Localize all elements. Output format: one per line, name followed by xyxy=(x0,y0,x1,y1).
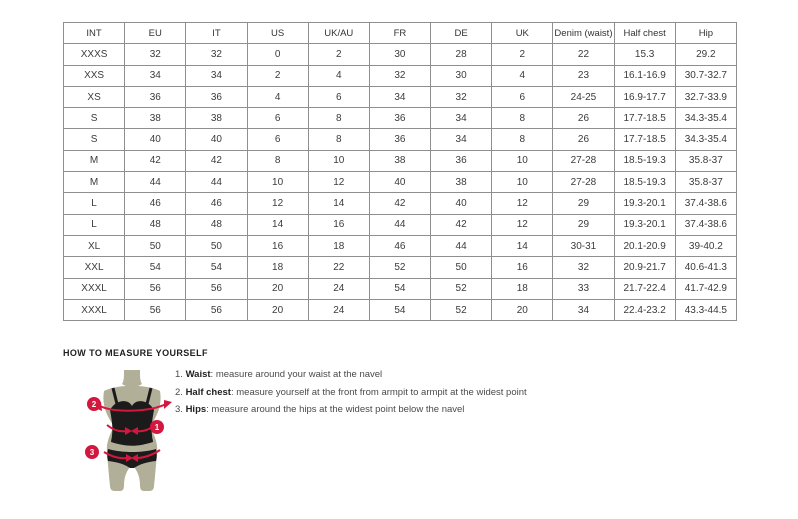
measure-heading: HOW TO MEASURE YOURSELF xyxy=(63,348,208,358)
table-row xyxy=(64,235,737,256)
table-cell: 20 xyxy=(247,299,308,320)
table-cell: 54 xyxy=(186,257,247,278)
table-cell: 21.7-22.4 xyxy=(614,278,675,299)
column-header: Hip xyxy=(675,23,736,44)
table-cell: 24 xyxy=(308,278,369,299)
table-cell: 24 xyxy=(308,299,369,320)
table-cell: 38 xyxy=(431,172,492,193)
table-cell: 32 xyxy=(431,86,492,107)
table-cell: 40 xyxy=(125,129,186,150)
svg-text:1: 1 xyxy=(154,423,160,432)
table-row xyxy=(64,214,737,235)
table-cell: 10 xyxy=(247,172,308,193)
table-cell: 46 xyxy=(369,235,430,256)
instruction-label: Waist xyxy=(185,369,211,380)
table-cell: 54 xyxy=(125,257,186,278)
badge-waist xyxy=(150,420,164,434)
table-row xyxy=(64,299,737,320)
table-cell: 32 xyxy=(186,44,247,65)
table-cell: 12 xyxy=(492,193,553,214)
table-cell: 44 xyxy=(431,235,492,256)
table-cell: 56 xyxy=(125,299,186,320)
table-cell: 34.3-35.4 xyxy=(675,129,736,150)
table-cell: 46 xyxy=(125,193,186,214)
table-cell: 44 xyxy=(125,172,186,193)
table-cell: 4 xyxy=(492,65,553,86)
table-row xyxy=(64,172,737,193)
table-cell: 46 xyxy=(186,193,247,214)
table-cell: 18 xyxy=(492,278,553,299)
table-cell: 29 xyxy=(553,214,614,235)
table-body xyxy=(64,44,737,321)
table-cell: 38 xyxy=(186,108,247,129)
table-cell: M xyxy=(64,150,125,171)
table-cell: 23 xyxy=(553,65,614,86)
table-cell: 20 xyxy=(247,278,308,299)
table-cell: 14 xyxy=(308,193,369,214)
table-cell: 26 xyxy=(553,108,614,129)
table-cell: 22.4-23.2 xyxy=(614,299,675,320)
table-cell: 54 xyxy=(369,278,430,299)
column-header: UK xyxy=(492,23,553,44)
table-cell: 34 xyxy=(431,129,492,150)
measure-instructions xyxy=(175,369,527,422)
table-cell: 56 xyxy=(186,278,247,299)
table-cell: 52 xyxy=(431,299,492,320)
table-cell: 50 xyxy=(125,235,186,256)
column-header: UK/AU xyxy=(308,23,369,44)
measure-instruction: 2. Half chest: measure yourself at the front from armpit to armpit at the widest point xyxy=(175,386,527,398)
table-cell: 35.8-37 xyxy=(675,172,736,193)
table-cell: 32 xyxy=(125,44,186,65)
column-header: Half chest xyxy=(614,23,675,44)
table-cell: 20 xyxy=(492,299,553,320)
table-cell: 2 xyxy=(247,65,308,86)
instruction-label: Half chest xyxy=(185,386,231,398)
table-cell: 35.8-37 xyxy=(675,150,736,171)
table-cell: 42 xyxy=(369,193,430,214)
table-cell: XS xyxy=(64,86,125,107)
table-cell: 10 xyxy=(492,172,553,193)
table-cell: 30-31 xyxy=(553,235,614,256)
svg-text:2: 2 xyxy=(91,400,97,409)
table-cell: 6 xyxy=(308,86,369,107)
column-header: DE xyxy=(431,23,492,44)
table-head xyxy=(64,23,737,44)
table-cell: 30.7-32.7 xyxy=(675,65,736,86)
table-cell: 34 xyxy=(553,299,614,320)
table-cell: 37.4-38.6 xyxy=(675,214,736,235)
table-row xyxy=(64,150,737,171)
mannequin-illustration xyxy=(76,369,188,505)
table-cell: 15.3 xyxy=(614,44,675,65)
table-cell: 16.1-16.9 xyxy=(614,65,675,86)
swimsuit-top xyxy=(110,401,154,446)
table-cell: 28 xyxy=(431,44,492,65)
instruction-number: 3. xyxy=(175,404,186,415)
table-cell: 44 xyxy=(369,214,430,235)
table-cell: 42 xyxy=(186,150,247,171)
table-cell: XXL xyxy=(64,257,125,278)
table-cell: XXXL xyxy=(64,299,125,320)
table-cell: 4 xyxy=(308,65,369,86)
table-cell: 38 xyxy=(369,150,430,171)
table-cell: 36 xyxy=(431,150,492,171)
table-cell: XXXS xyxy=(64,44,125,65)
table-cell: 16 xyxy=(308,214,369,235)
table-cell: 20.1-20.9 xyxy=(614,235,675,256)
table-cell: 36 xyxy=(369,108,430,129)
column-header: FR xyxy=(369,23,430,44)
table-cell: 40 xyxy=(186,129,247,150)
table-cell: 6 xyxy=(247,108,308,129)
table-cell: 8 xyxy=(247,150,308,171)
instruction-label: Hips xyxy=(185,404,207,415)
table-cell: 48 xyxy=(186,214,247,235)
table-cell: S xyxy=(64,129,125,150)
table-cell: L xyxy=(64,214,125,235)
table-cell: 18.5-19.3 xyxy=(614,150,675,171)
table-row xyxy=(64,108,737,129)
table-row xyxy=(64,193,737,214)
instruction-number: 2. xyxy=(175,386,186,398)
table-cell: 8 xyxy=(308,129,369,150)
table-cell: 56 xyxy=(125,278,186,299)
table-cell: 50 xyxy=(431,257,492,278)
table-row xyxy=(64,65,737,86)
table-cell: 17.7-18.5 xyxy=(614,108,675,129)
table-cell: 44 xyxy=(186,172,247,193)
table-cell: 29 xyxy=(553,193,614,214)
table-cell: 39-40.2 xyxy=(675,235,736,256)
table-cell: 38 xyxy=(125,108,186,129)
table-cell: XXS xyxy=(64,65,125,86)
table-cell: 41.7-42.9 xyxy=(675,278,736,299)
table-cell: 52 xyxy=(369,257,430,278)
table-cell: 4 xyxy=(247,86,308,107)
table-cell: M xyxy=(64,172,125,193)
table-cell: 34 xyxy=(431,108,492,129)
table-cell: 24-25 xyxy=(553,86,614,107)
table-cell: 8 xyxy=(492,129,553,150)
table-cell: 14 xyxy=(492,235,553,256)
table-cell: 36 xyxy=(369,129,430,150)
column-header: Denim (waist) xyxy=(553,23,614,44)
measure-instruction: 3. Hips: measure around the hips at the widest point below the navel xyxy=(175,404,465,415)
table-cell: 0 xyxy=(247,44,308,65)
table-row xyxy=(64,44,737,65)
table-cell: 48 xyxy=(125,214,186,235)
table-cell: 17.7-18.5 xyxy=(614,129,675,150)
table-cell: 54 xyxy=(369,299,430,320)
table-cell: 32 xyxy=(369,65,430,86)
table-cell: 32.7-33.9 xyxy=(675,86,736,107)
table-cell: 40.6-41.3 xyxy=(675,257,736,278)
table-cell: 34 xyxy=(369,86,430,107)
table-cell: 18 xyxy=(308,235,369,256)
svg-text:3: 3 xyxy=(89,448,95,457)
column-header: US xyxy=(247,23,308,44)
table-cell: 18.5-19.3 xyxy=(614,172,675,193)
table-cell: 29.2 xyxy=(675,44,736,65)
table-cell: 40 xyxy=(431,193,492,214)
table-cell: 42 xyxy=(431,214,492,235)
table-cell: 22 xyxy=(553,44,614,65)
table-row xyxy=(64,129,737,150)
column-header: IT xyxy=(186,23,247,44)
table-cell: 14 xyxy=(247,214,308,235)
table-cell: 10 xyxy=(308,150,369,171)
table-cell: 36 xyxy=(186,86,247,107)
table-cell: 26 xyxy=(553,129,614,150)
table-cell: 30 xyxy=(369,44,430,65)
table-cell: 8 xyxy=(308,108,369,129)
measure-instruction: 1. Waist: measure around your waist at the navel xyxy=(175,369,383,380)
table-cell: 16 xyxy=(247,235,308,256)
table-cell: 34 xyxy=(125,65,186,86)
table-header-row xyxy=(64,23,737,44)
table-cell: 8 xyxy=(492,108,553,129)
column-header: EU xyxy=(125,23,186,44)
table-cell: 27-28 xyxy=(553,172,614,193)
table-cell: 6 xyxy=(492,86,553,107)
instruction-number: 1. xyxy=(175,369,186,380)
table-cell: XXXL xyxy=(64,278,125,299)
table-cell: 32 xyxy=(553,257,614,278)
table-cell: 12 xyxy=(247,193,308,214)
table-cell: 37.4-38.6 xyxy=(675,193,736,214)
table-cell: 19.3-20.1 xyxy=(614,214,675,235)
table-row xyxy=(64,278,737,299)
table-cell: 30 xyxy=(431,65,492,86)
table-cell: 34 xyxy=(186,65,247,86)
table-cell: 16.9-17.7 xyxy=(614,86,675,107)
table-cell: 20.9-21.7 xyxy=(614,257,675,278)
table-cell: 43.3-44.5 xyxy=(675,299,736,320)
table-cell: 42 xyxy=(125,150,186,171)
table-cell: 6 xyxy=(247,129,308,150)
table-cell: 50 xyxy=(186,235,247,256)
table-cell: 12 xyxy=(308,172,369,193)
badge-chest xyxy=(87,397,101,411)
table-cell: 27-28 xyxy=(553,150,614,171)
table-cell: 36 xyxy=(125,86,186,107)
table-cell: S xyxy=(64,108,125,129)
table-cell: 16 xyxy=(492,257,553,278)
table-cell: 56 xyxy=(186,299,247,320)
table-cell: 18 xyxy=(247,257,308,278)
table-cell: 12 xyxy=(492,214,553,235)
table-cell: 33 xyxy=(553,278,614,299)
table-cell: 19.3-20.1 xyxy=(614,193,675,214)
table-row xyxy=(64,257,737,278)
table-row xyxy=(64,86,737,107)
table-cell: 2 xyxy=(492,44,553,65)
badge-hips xyxy=(85,445,99,459)
table-cell: 34.3-35.4 xyxy=(675,108,736,129)
table-cell: 22 xyxy=(308,257,369,278)
table-cell: 10 xyxy=(492,150,553,171)
table-cell: 52 xyxy=(431,278,492,299)
table-cell: L xyxy=(64,193,125,214)
table-cell: XL xyxy=(64,235,125,256)
column-header: INT xyxy=(64,23,125,44)
measurement-figure xyxy=(76,369,188,505)
size-chart-table xyxy=(63,22,737,321)
table-cell: 2 xyxy=(308,44,369,65)
table-cell: 40 xyxy=(369,172,430,193)
